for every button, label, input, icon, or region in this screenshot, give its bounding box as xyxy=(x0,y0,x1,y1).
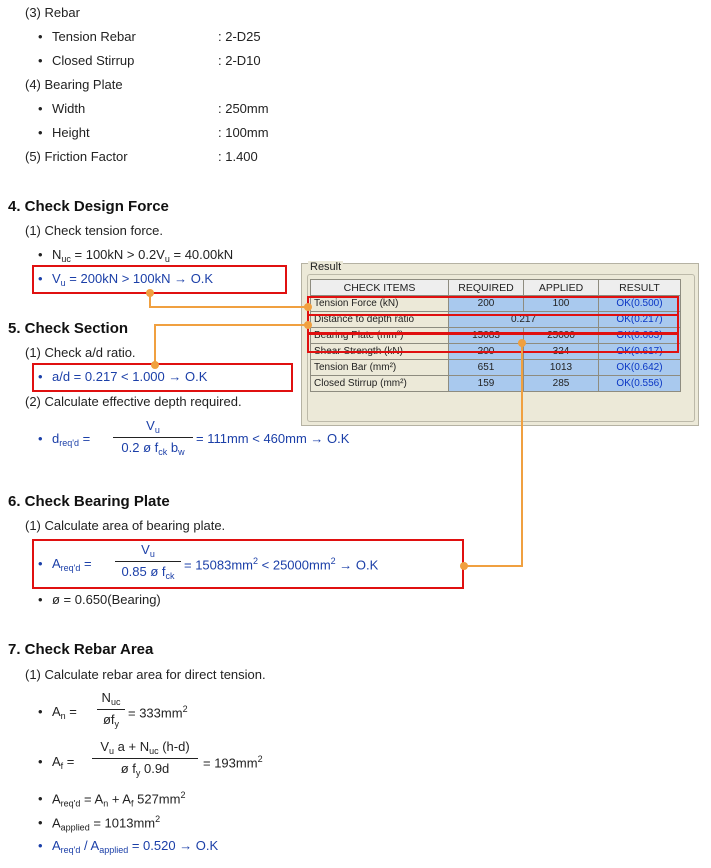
rebar-heading: (3) Rebar xyxy=(25,5,80,20)
af-fraction: $V_u$ $a + N_{uc}$ (h-d) ø $f_y$ 0.9d xyxy=(92,739,198,778)
row-required: 15083 xyxy=(449,328,524,344)
section-7-title: 7. Check Rebar Area xyxy=(8,641,154,658)
row-applied: 324 xyxy=(524,344,599,360)
aapplied-line: • $A_{applied} = 1013mm^2$ xyxy=(38,814,161,833)
vu-check-line: • $V_u = 200kN > 100kN \to O.K$ xyxy=(38,271,214,288)
an-fraction: $N_{uc}$ $øf_y$ xyxy=(97,690,125,729)
row-result: OK(0.603) xyxy=(599,328,681,344)
row-applied: 100 xyxy=(524,296,599,312)
area-ratio-line: • $A_{req'd} / A_{applied} = 0.520 \to O.K$ xyxy=(38,838,219,855)
section-4-title: 4. Check Design Force xyxy=(8,198,169,215)
row-result: OK(0.556) xyxy=(599,376,681,392)
dreq-lhs: • $d_{req'd}$ = xyxy=(38,431,91,448)
connector-dot xyxy=(460,562,468,570)
row-item: Tension Bar (mm²) xyxy=(311,360,449,376)
connector-areq xyxy=(464,343,522,566)
section-5-step-2: (2) Calculate effective depth required. xyxy=(25,394,242,409)
closed-stirrup-row: • Closed Stirrup xyxy=(38,53,135,68)
nuc-check-line: • $N_{uc} = 100kN > 0.2V_u = 40.00kN$ xyxy=(38,247,234,264)
areq-rhs: = $15083mm^2 < 25000mm^2 \to O.K$ xyxy=(184,556,379,573)
row-item: Shear Strength (kN) xyxy=(311,344,449,360)
connector-ad xyxy=(155,325,308,365)
header-check-items: CHECK ITEMS xyxy=(311,280,449,296)
section-4-step: (1) Check tension force. xyxy=(25,223,164,238)
section-7-step: (1) Calculate rebar area for direct tension. xyxy=(25,667,266,682)
row-result: OK(0.642) xyxy=(599,360,681,376)
row-item: Tension Force (kN) xyxy=(311,296,449,312)
friction-factor-value: : 1.400 xyxy=(218,149,258,164)
row-item: Bearing Plate (mm²) xyxy=(311,328,449,344)
connector-dot xyxy=(518,339,526,347)
dreq-fraction: $V_u$ 0.2 ø $f_{ck}$ $b_w$ xyxy=(113,418,193,457)
connector-dot xyxy=(146,289,154,297)
result-legend: Result xyxy=(310,261,342,273)
header-required: REQUIRED xyxy=(449,280,524,296)
areq-lhs: • $A_{req'd}$ = xyxy=(38,556,92,573)
ad-ratio-line: • a/d = 0.217 < 1.000 → O.K xyxy=(38,369,208,384)
row-applied: 285 xyxy=(524,376,599,392)
dreq-rhs: = 111mm < 460mm → O.K xyxy=(196,431,350,446)
header-applied: APPLIED xyxy=(524,280,599,296)
friction-factor-heading: (5) Friction Factor xyxy=(25,149,128,164)
row-item: Distance to depth ratio xyxy=(311,312,449,328)
row-result: OK(0.217) xyxy=(599,312,681,328)
width-row: • Width xyxy=(38,101,86,116)
closed-stirrup-value: : 2-D10 xyxy=(218,53,261,68)
row-result: OK(0.500) xyxy=(599,296,681,312)
section-6-step: (1) Calculate area of bearing plate. xyxy=(25,518,226,533)
height-row: • Height xyxy=(38,125,90,140)
height-value: : 100mm xyxy=(218,125,269,140)
tension-rebar-row: • Tension Rebar xyxy=(38,29,136,44)
af-lhs: • $A_f$ = xyxy=(38,754,75,771)
af-rhs: = $193mm^2$ xyxy=(203,754,263,771)
header-result: RESULT xyxy=(599,280,681,296)
row-item: Closed Stirrup (mm²) xyxy=(311,376,449,392)
connector-dot xyxy=(304,321,312,329)
section-6-title: 6. Check Bearing Plate xyxy=(8,493,170,510)
row-required: 651 xyxy=(449,360,524,376)
an-rhs: = $333mm^2$ xyxy=(128,704,188,721)
section-5-step-1: (1) Check a/d ratio. xyxy=(25,345,136,360)
areq-fraction: $V_u$ 0.85 ø $f_{ck}$ xyxy=(115,542,181,581)
connector-vu xyxy=(150,293,308,307)
row-merged-value: 0.217 xyxy=(449,312,599,328)
bearing-plate-heading: (4) Bearing Plate xyxy=(25,77,123,92)
row-applied: 1013 xyxy=(524,360,599,376)
tension-rebar-value: : 2-D25 xyxy=(218,29,261,44)
row-required: 200 xyxy=(449,296,524,312)
connector-dot xyxy=(151,361,159,369)
row-applied: 25000 xyxy=(524,328,599,344)
section-5-title: 5. Check Section xyxy=(8,320,129,337)
width-value: : 250mm xyxy=(218,101,269,116)
an-lhs: • $A_n$ = xyxy=(38,704,77,721)
areq-sum-line: • $A_{req'd} = A_n + A_f$ $527mm^2$ xyxy=(38,790,186,809)
row-result: OK(0.617) xyxy=(599,344,681,360)
row-required: 159 xyxy=(449,376,524,392)
row-required: 200 xyxy=(449,344,524,360)
phi-bearing-line: • ø = 0.650(Bearing) xyxy=(38,592,161,607)
connector-dot xyxy=(304,303,312,311)
